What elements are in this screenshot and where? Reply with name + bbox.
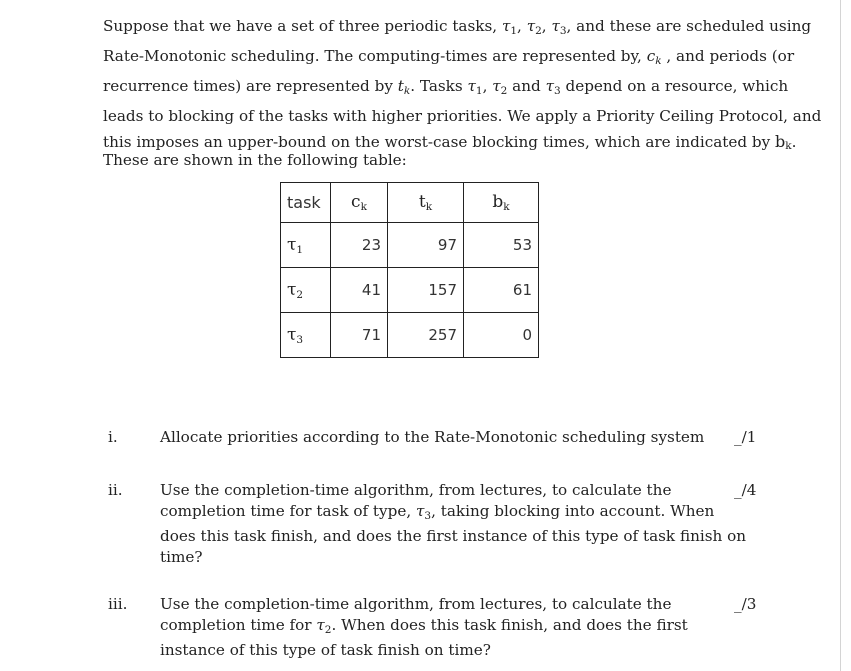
task-cell: τ3 xyxy=(281,313,331,358)
question-number: iii. xyxy=(108,595,128,613)
question-number: ii. xyxy=(108,481,123,499)
period-cell: 157 xyxy=(388,268,464,313)
header-period: tk xyxy=(388,183,464,223)
task-cell: τ2 xyxy=(281,268,331,313)
question-text: Use the completion-time algorithm, from lectures, to calculate the completion time for task of type, $\tau_3$, taking blocking into account. When does this task finish, and does the first instance of this type of task finish on time? xyxy=(160,481,747,566)
computing-time-cell: 23 xyxy=(331,223,388,268)
task-parameters-table xyxy=(280,182,539,358)
question-text: Allocate priorities according to the Rate-Monotonic scheduling system xyxy=(160,428,705,446)
computing-time-cell: 71 xyxy=(331,313,388,358)
intro-line-3: recurrence times) are represented by tk. Tasks $\tau_1$, $\tau_2$ and $\tau_3$ depend on a resource, which xyxy=(103,77,789,97)
task-cell: τ1 xyxy=(281,223,331,268)
blocking-time-cell: 0 xyxy=(464,313,539,358)
marks-label: _/3 xyxy=(734,595,757,613)
intro-line-5: this imposes an upper-bound on the worst-case blocking times, which are indicated by bk. xyxy=(103,132,797,152)
intro-line-4: leads to blocking of the tasks with higher priorities. We apply a Priority Ceiling Protocol, and xyxy=(103,107,822,125)
question-number: i. xyxy=(108,428,118,446)
header-computing-time: ck xyxy=(331,183,388,223)
marks-label: _/4 xyxy=(734,481,757,499)
question-text: Use the completion-time algorithm, from lectures, to calculate the completion time for $\tau_2$. When does this task finish, and does the first instance of this type of task finish on time? xyxy=(160,595,688,659)
header-blocking-time: bk xyxy=(464,183,539,223)
table-caption: These are shown in the following table: xyxy=(103,151,407,169)
intro-line-1: Suppose that we have a set of three periodic tasks, $\tau_1$, $\tau_2$, $\tau_3$, and these are scheduled using xyxy=(103,17,812,37)
blocking-time-cell: 53 xyxy=(464,223,539,268)
table-row xyxy=(281,223,539,268)
intro-line-2: Rate-Monotonic scheduling. The computing-times are represented by, ck , and periods (or xyxy=(103,47,795,67)
period-cell: 97 xyxy=(388,223,464,268)
header-task: task xyxy=(281,183,331,223)
table-row xyxy=(281,313,539,358)
marks-label: _/1 xyxy=(734,428,757,446)
table-header-row xyxy=(281,183,539,223)
blocking-time-cell: 61 xyxy=(464,268,539,313)
page-edge xyxy=(840,0,841,671)
intro-paragraph xyxy=(103,14,822,159)
computing-time-cell: 41 xyxy=(331,268,388,313)
table-row xyxy=(281,268,539,313)
period-cell: 257 xyxy=(388,313,464,358)
